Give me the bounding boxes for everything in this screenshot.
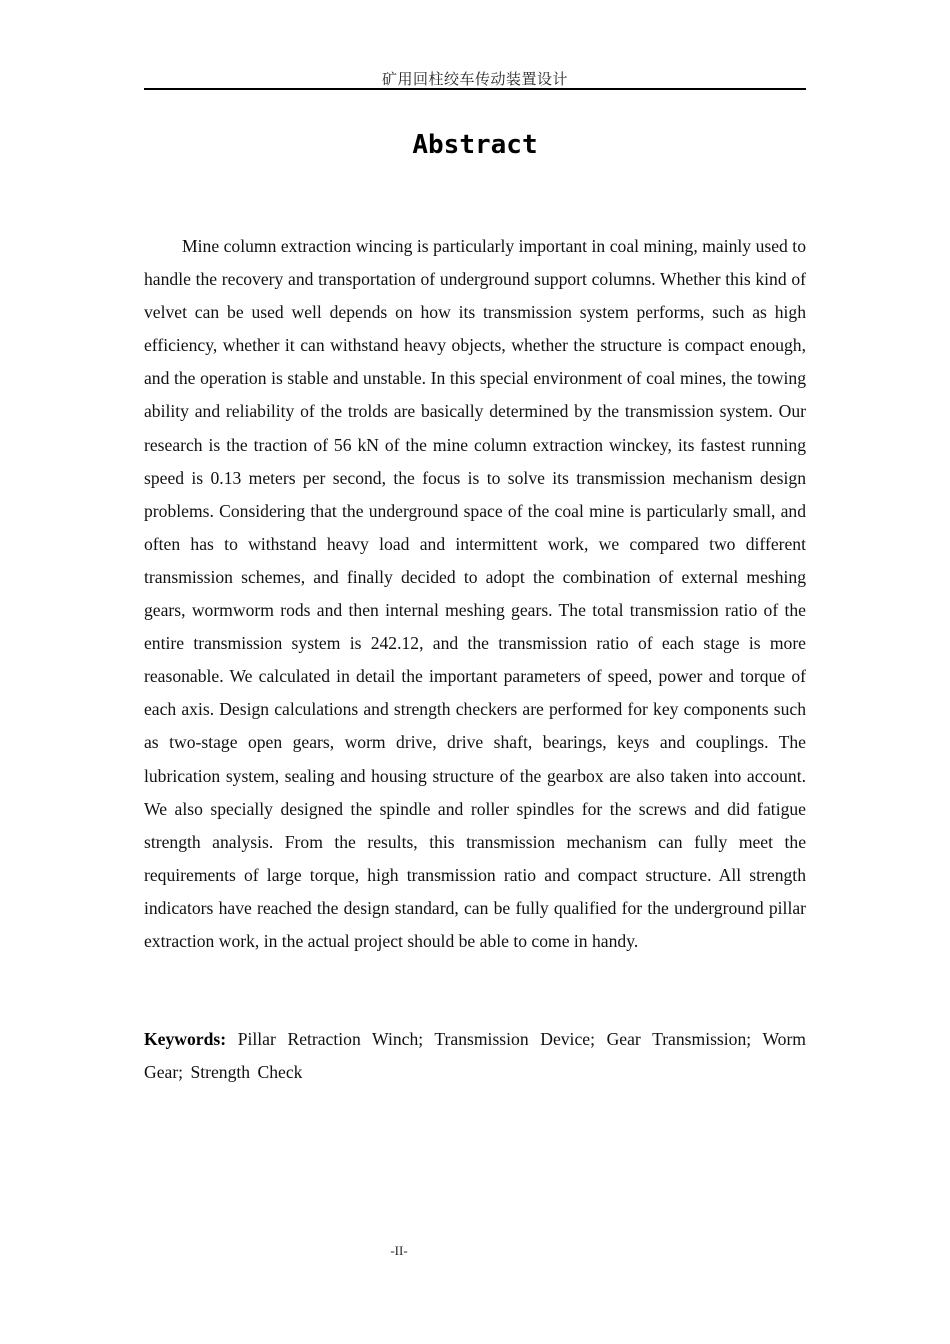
running-header-title: 矿用回柱绞车传动装置设计 <box>381 70 568 88</box>
abstract-heading: Abstract <box>412 130 538 160</box>
keywords-paragraph <box>144 1023 806 1089</box>
header-divider <box>144 88 806 90</box>
page-number: -II- <box>390 1243 408 1258</box>
keywords-label: Keywords: <box>144 1029 227 1049</box>
abstract-body: Mine column extraction wincing is particularly important in coal mining, mainly used to handle the recovery and transportation of underground support columns. Whether this kind of velvet can be used well depends on how its transmission system performs, such as high efficiency, whether it can withstand heavy objects, whether the structure is compact enough, and the operation is stable and unstable. In this special environment of coal mines, the towing ability and reliability of the trolds are basically determined by the transmission system. Our research is the traction of 56 kN of the mine column extraction winckey, its fastest running speed is 0.13 meters per second, the focus is to solve its transmission mechanism design problems. Considering that the underground space of the coal mine is particularly small, and often has to withstand heavy load and intermittent work, we compared two different transmission schemes, and finally decided to adopt the combination of external meshing gears, wormworm rods and then internal meshing gears. The total transmission ratio of the entire transmission system is 242.12, and the transmission ratio of each stage is more reasonable. We calculated in detail the important parameters of speed, power and torque of each axis. Design calculations and strength checkers are performed for key components such as two-stage open gears, worm drive, drive shaft, bearings, keys and couplings. The lubrication system, sealing and housing structure of the gearbox are also taken into account. We also specially designed the spindle and roller spindles for the screws and did fatigue strength analysis. From the results, this transmission mechanism can fully meet the requirements of large torque, high transmission ratio and compact structure. All strength indicators have reached the design standard, can be fully qualified for the underground pillar extraction work, in the actual project should be able to come in handy. <box>144 236 806 951</box>
keywords-text: Pillar Retraction Winch; Transmission Device; Gear Transmission; Worm Gear; Strength Check <box>144 1029 806 1083</box>
